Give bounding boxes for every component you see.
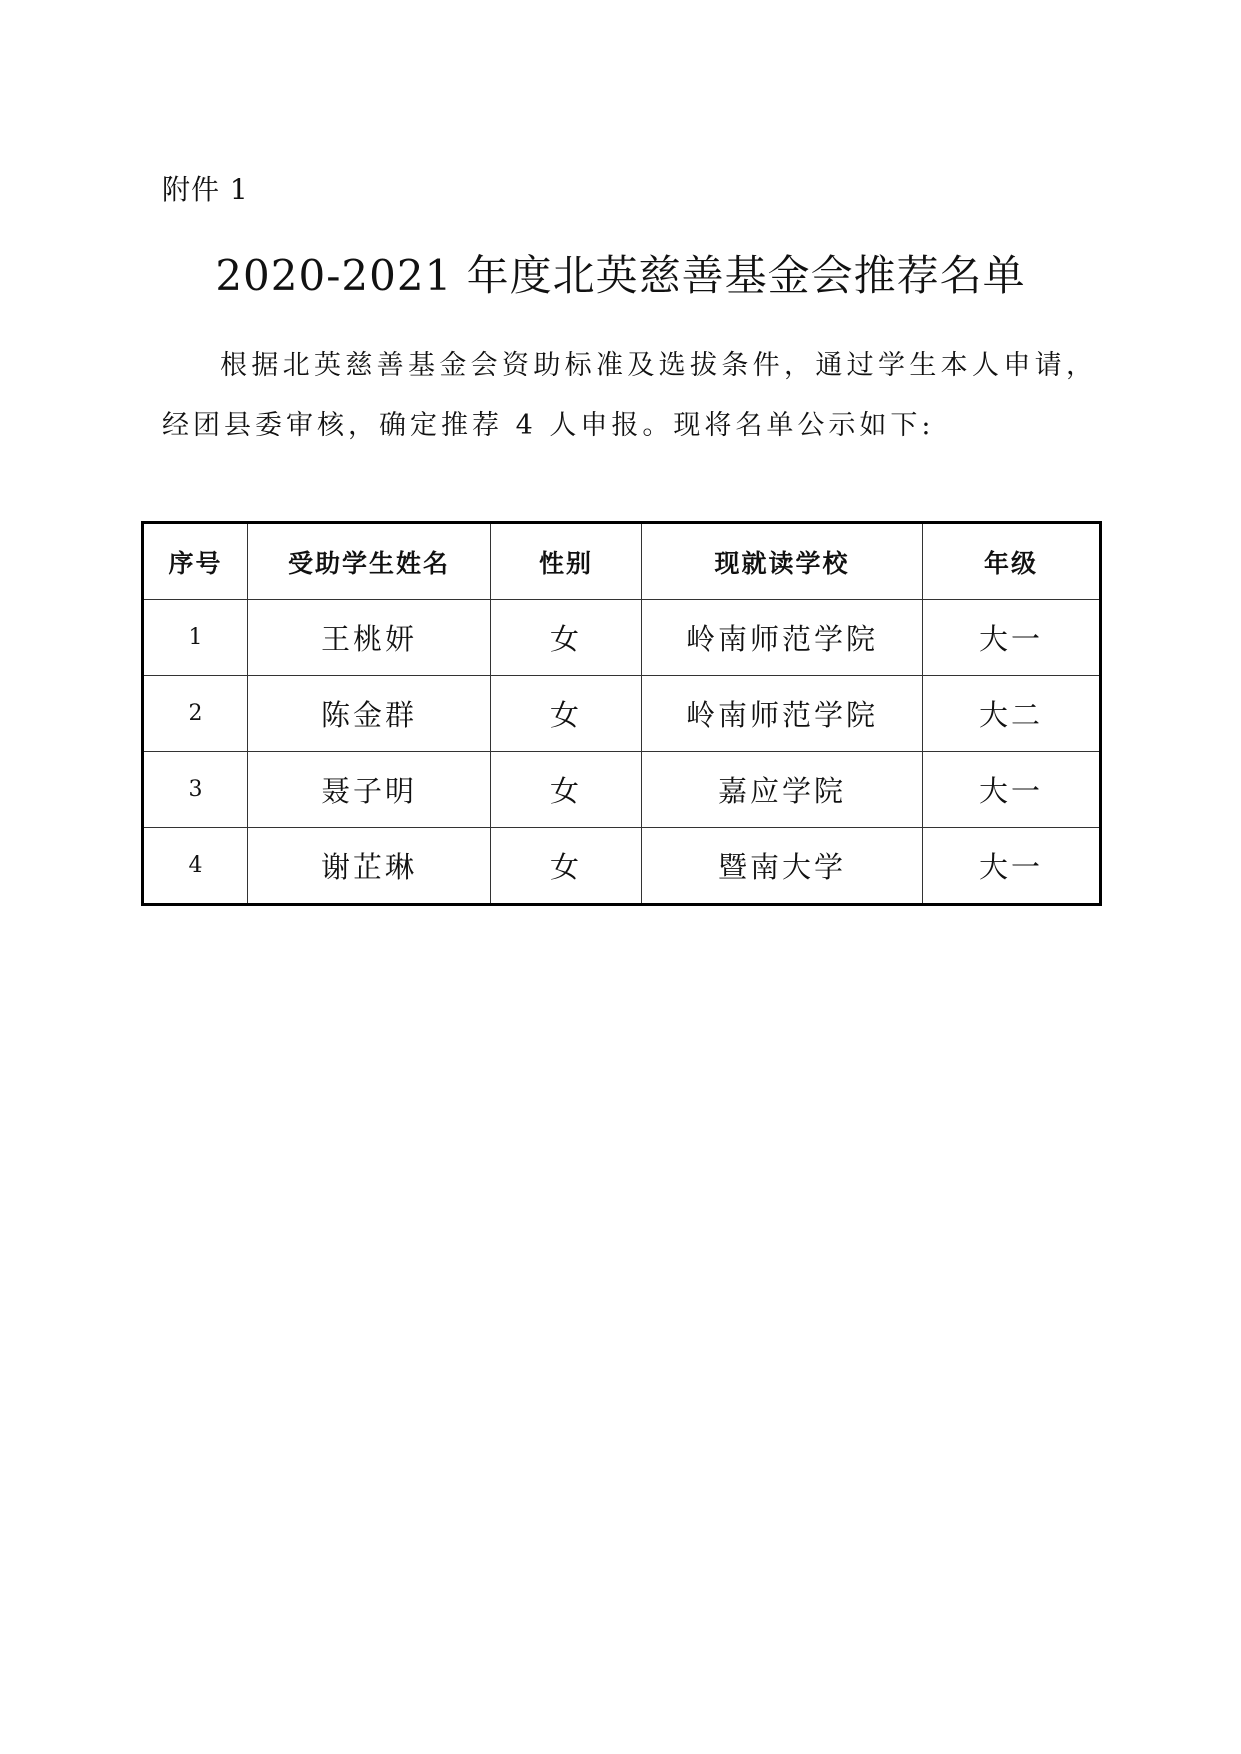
- header-student-name: 受助学生姓名: [248, 523, 491, 600]
- cell-school: 岭南师范学院: [642, 600, 923, 676]
- cell-grade: 大二: [923, 676, 1101, 752]
- recommendation-table: [141, 521, 1102, 906]
- cell-student-name: 陈金群: [248, 676, 491, 752]
- cell-student-name: 聂子明: [248, 752, 491, 828]
- attachment-label: 附件 1: [162, 173, 249, 206]
- table-row: [143, 752, 1101, 828]
- cell-index: 2: [143, 676, 248, 752]
- cell-index: 3: [143, 752, 248, 828]
- table-row: [143, 676, 1101, 752]
- table-row: [143, 828, 1101, 905]
- table-row: [143, 600, 1101, 676]
- cell-gender: 女: [491, 828, 642, 905]
- cell-gender: 女: [491, 676, 642, 752]
- cell-student-name: 谢芷琳: [248, 828, 491, 905]
- cell-gender: 女: [491, 600, 642, 676]
- header-school: 现就读学校: [642, 523, 923, 600]
- intro-paragraph: 根据北英慈善基金会资助标准及选拔条件，通过学生本人申请，经团县委审核，确定推荐 4 人申报。现将名单公示如下:: [162, 350, 1097, 441]
- table-header-row: [143, 523, 1101, 600]
- header-gender: 性别: [491, 523, 642, 600]
- cell-index: 1: [143, 600, 248, 676]
- cell-grade: 大一: [923, 828, 1101, 905]
- cell-gender: 女: [491, 752, 642, 828]
- cell-school: 暨南大学: [642, 828, 923, 905]
- header-index: 序号: [143, 523, 248, 600]
- document-title: 2020-2021 年度北英慈善基金会推荐名单: [215, 251, 1026, 300]
- cell-grade: 大一: [923, 752, 1101, 828]
- header-grade: 年级: [923, 523, 1101, 600]
- cell-index: 4: [143, 828, 248, 905]
- cell-school: 嘉应学院: [642, 752, 923, 828]
- cell-student-name: 王桃妍: [248, 600, 491, 676]
- cell-school: 岭南师范学院: [642, 676, 923, 752]
- cell-grade: 大一: [923, 600, 1101, 676]
